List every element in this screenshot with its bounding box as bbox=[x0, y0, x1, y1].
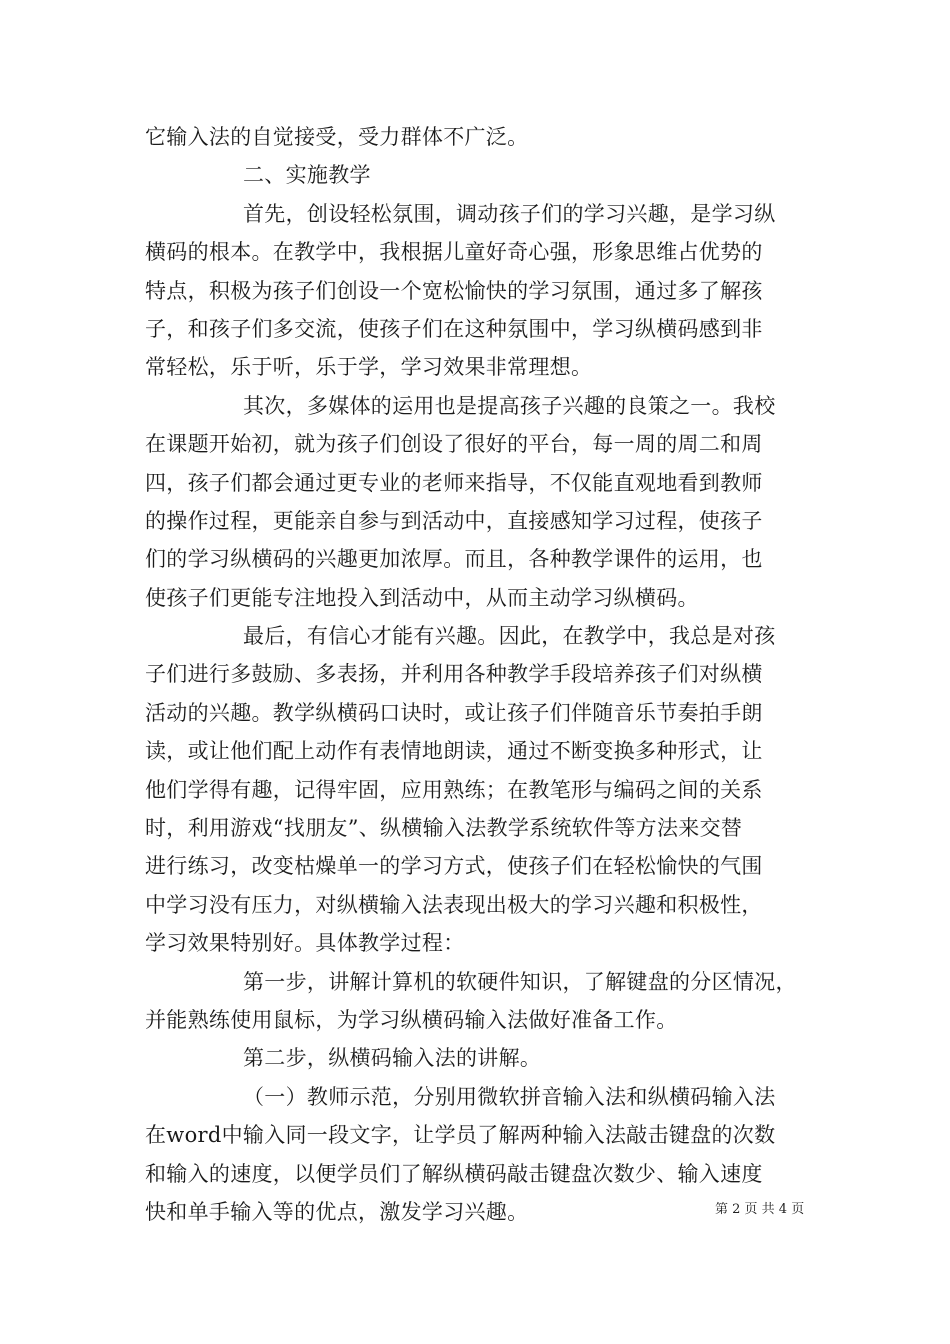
text-line: 读，或让他们配上动作有表情地朗读，通过不断变换多种形式，让 bbox=[145, 739, 763, 764]
text-line: 快和单手输入等的优点，激发学习兴趣。 bbox=[145, 1199, 529, 1224]
text-line: （一）教师示范，分别用微软拼音输入法和纵横码输入法 bbox=[243, 1084, 776, 1109]
text-line: 第二步，纵横码输入法的讲解。 bbox=[243, 1046, 542, 1071]
text-line: 在课题开始初，就为孩子们创设了很好的平台，每一周的周二和周 bbox=[145, 432, 763, 457]
text-line: 时，利用游戏“找朋友”、纵横输入法教学系统软件等方法来交替 bbox=[145, 816, 743, 841]
section-heading: 二、实施教学 bbox=[243, 163, 371, 188]
text-line: 横码的根本。在教学中，我根据儿童好奇心强，形象思维占优势的 bbox=[145, 240, 763, 265]
text-line: 第一步，讲解计算机的软硬件知识，了解键盘的分区情况， bbox=[243, 969, 797, 994]
text-line: 子，和孩子们多交流，使孩子们在这种氛围中，学习纵横码感到非 bbox=[145, 316, 763, 341]
text-line: 使孩子们更能专注地投入到活动中，从而主动学习纵横码。 bbox=[145, 585, 699, 610]
text-line: 在word中输入同一段文字，让学员了解两种输入法敲击键盘的次数 bbox=[145, 1123, 776, 1148]
text-line: 常轻松，乐于听，乐于学，学习效果非常理想。 bbox=[145, 355, 593, 380]
text-line: 进行练习，改变枯燥单一的学习方式，使孩子们在轻松愉快的气围 bbox=[145, 854, 763, 879]
text-line: 们的学习纵横码的兴趣更加浓厚。而且，各种教学课件的运用，也 bbox=[145, 547, 763, 572]
text-line: 和输入的速度，以便学员们了解纵横码敲击键盘次数少、输入速度 bbox=[145, 1161, 763, 1186]
text-line: 学习效果特别好。具体教学过程： bbox=[145, 931, 465, 956]
body-text bbox=[145, 118, 825, 1231]
text-line: 其次，多媒体的运用也是提高孩子兴趣的良策之一。我校 bbox=[243, 393, 776, 418]
text-line: 首先，创设轻松氛围，调动孩子们的学习兴趣，是学习纵 bbox=[243, 201, 776, 226]
text-line: 的操作过程，更能亲自参与到活动中，直接感知学习过程，使孩子 bbox=[145, 508, 763, 533]
text-line: 他们学得有趣，记得牢固，应用熟练；在教笔形与编码之间的关系 bbox=[145, 777, 763, 802]
text-line: 子们进行多鼓励、多表扬，并利用各种教学手段培养孩子们对纵横 bbox=[145, 662, 763, 687]
page-number-footer: 第 2 页 共 4 页 bbox=[715, 1202, 805, 1217]
text-line: 活动的兴趣。教学纵横码口诀时，或让孩子们伴随音乐节奏拍手朗 bbox=[145, 700, 763, 725]
text-line: 最后，有信心才能有兴趣。因此，在教学中，我总是对孩 bbox=[243, 624, 776, 649]
text-line: 并能熟练使用鼠标，为学习纵横码输入法做好准备工作。 bbox=[145, 1007, 678, 1032]
text-line: 中学习没有压力，对纵横输入法表现出极大的学习兴趣和积极性， bbox=[145, 892, 763, 917]
text-line: 特点，积极为孩子们创设一个宽松愉快的学习氛围，通过多了解孩 bbox=[145, 278, 763, 303]
text-line: 它输入法的自觉接受，受力群体不广泛。 bbox=[145, 125, 529, 149]
text-line: 四，孩子们都会通过更专业的老师来指导，不仅能直观地看到教师 bbox=[145, 470, 763, 495]
